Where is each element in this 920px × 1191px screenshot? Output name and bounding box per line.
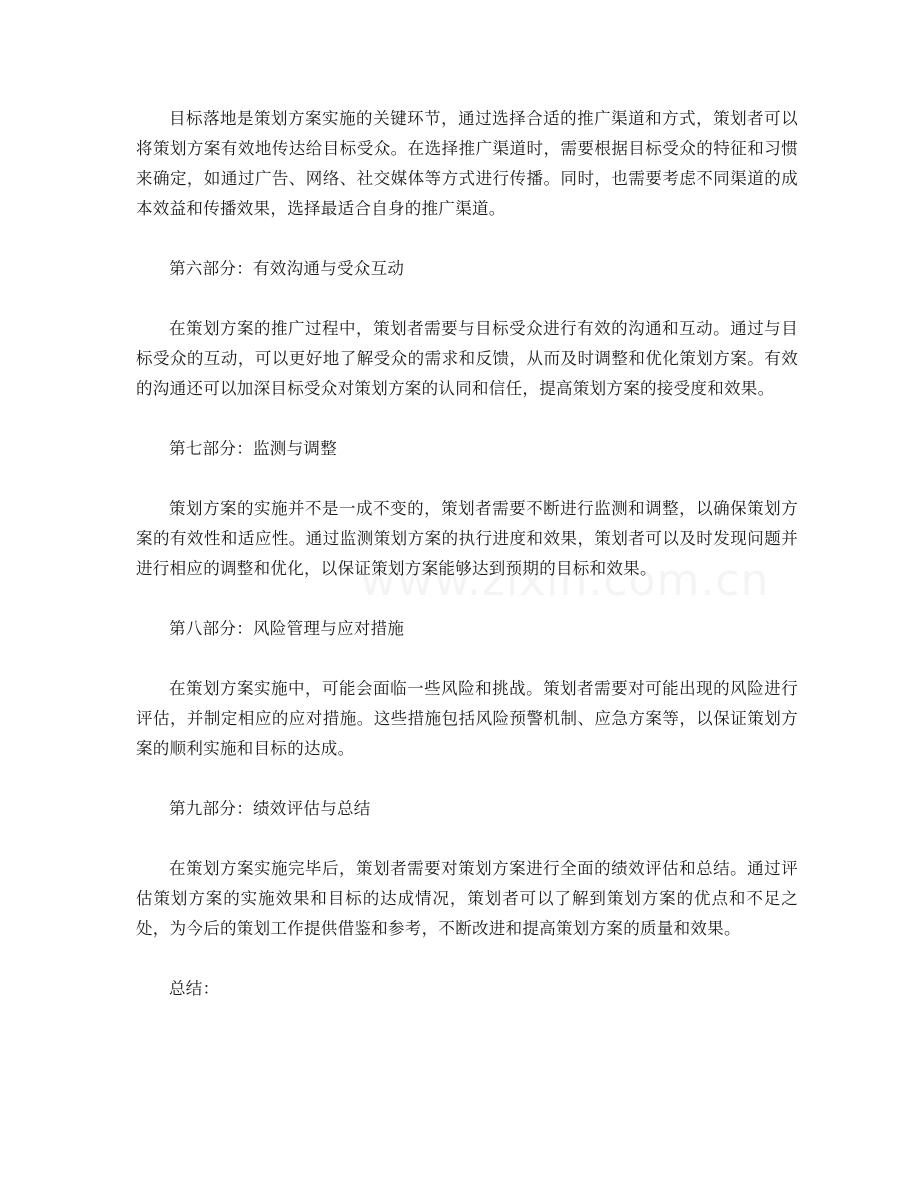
summary-heading: 总结：	[169, 979, 220, 998]
paragraph-risk: 在策划方案实施中，可能会面临一些风险和挑战。策划者需要对可能出现的风险进行评估，并制定相应的应对措施。这些措施包括风险预警机制、应急方案等，以保证策划方案的顺利实施和目标的达成。	[136, 679, 798, 758]
paragraph-communication: 在策划方案的推广过程中，策划者需要与目标受众进行有效的沟通和互动。通过与目标受众的互动，可以更好地了解受众的需求和反馈，从而及时调整和优化策划方案。有效的沟通还可以加深目标受众对策划方案的认同和信任，提高策划方案的接受度和效果。	[136, 319, 798, 398]
paragraph-evaluation: 在策划方案实施完毕后，策划者需要对策划方案进行全面的绩效评估和总结。通过评估策划方案的实施效果和目标的达成情况，策划者可以了解到策划方案的优点和不足之处，为今后的策划工作提供借鉴和参考，不断改进和提高策划方案的质量和效果。	[136, 859, 798, 938]
section-heading-6: 第六部分：有效沟通与受众互动	[169, 259, 405, 278]
section-heading-7: 第七部分：监测与调整	[169, 439, 337, 458]
section-heading-9: 第九部分：绩效评估与总结	[169, 799, 371, 818]
paragraph-monitoring: 策划方案的实施并不是一成不变的，策划者需要不断进行监测和调整，以确保策划方案的有效性和适应性。通过监测策划方案的执行进度和效果，策划者可以及时发现问题并进行相应的调整和优化，以保证策划方案能够达到预期的目标和效果。	[136, 499, 798, 578]
paragraph-target-landing: 目标落地是策划方案实施的关键环节，通过选择合适的推广渠道和方式，策划者可以将策划方案有效地传达给目标受众。在选择推广渠道时，需要根据目标受众的特征和习惯来确定，如通过广告、网络、社交媒体等方式进行传播。同时，也需要考虑不同渠道的成本效益和传播效果，选择最适合自身的推广渠道。	[136, 109, 798, 218]
document-body	[136, 104, 798, 1034]
section-heading-8: 第八部分：风险管理与应对措施	[169, 619, 405, 638]
